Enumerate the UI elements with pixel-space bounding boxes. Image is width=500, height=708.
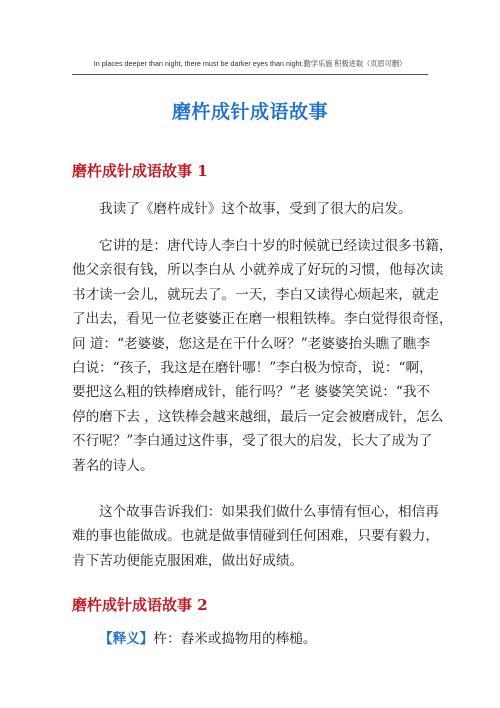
text-line: 要把这么粗的铁棒磨成针，能行吗？”老 婆婆笑笑说：“我不 bbox=[72, 384, 431, 401]
section-heading-2: 磨杵成针成语故事 2 bbox=[72, 596, 208, 614]
text-line: 它讲的是：唐代诗人李白十岁的时候就已经读过很多书籍， bbox=[99, 238, 453, 254]
text-line: 难的事也能做成。也就是做事情碰到任何困难，只要有毅力， bbox=[72, 528, 440, 545]
text-line: 肯下苦功便能克服困难，做出好成绩。 bbox=[72, 552, 304, 569]
definition-line bbox=[72, 627, 426, 651]
paragraph-story bbox=[72, 234, 453, 478]
paragraph-intro bbox=[72, 197, 426, 221]
text-line: 不行呢？”李白通过这件事，受了很大的启发，长大了成为了 bbox=[72, 433, 433, 450]
text-line: 他父亲很有钱，所以李白从 小就养成了好玩的习惯，他每次读 bbox=[72, 262, 444, 279]
text-line: 了出去，看见一位老婆婆正在磨一根粗铁棒。李白觉得很奇怪， bbox=[72, 311, 453, 328]
page-header-text: In places deeper than night, there must be darker eyes than night.勤学乐施 积极进取（页眉可删） bbox=[93, 59, 407, 68]
document-title: 磨杵成针成语故事 bbox=[171, 101, 328, 123]
text-line: 这个故事告诉我们：如果我们做什么事情有恒心，相信再 bbox=[99, 504, 439, 520]
text-line: 停的磨下去 ，这铁棒会越来越细，最后一定会被磨成针，怎么 bbox=[72, 408, 444, 425]
text-line: 问 道：“老婆婆，您这是在干什么呀？”老婆婆抬头瞧了瞧李 bbox=[72, 335, 431, 352]
header-divider bbox=[72, 74, 428, 75]
text-line: 白说：“孩子，我这是在磨针哪！”李白极为惊奇，说：“啊， bbox=[72, 360, 433, 377]
definition-tag: 【释义】 bbox=[99, 631, 154, 647]
text-line: 我读了《磨杵成针》这个故事，受到了很大的启发。 bbox=[99, 201, 412, 217]
definition-text: 杵：舂米或捣物用的棒槌。 bbox=[153, 631, 317, 647]
section-heading-1: 磨杵成针成语故事 1 bbox=[72, 162, 208, 180]
text-line: 书才读一会儿，就玩去了。一天，李白又读得心烦起来，就走 bbox=[72, 286, 440, 303]
paragraph-moral bbox=[72, 500, 440, 573]
text-line: 著名的诗人。 bbox=[72, 457, 154, 474]
